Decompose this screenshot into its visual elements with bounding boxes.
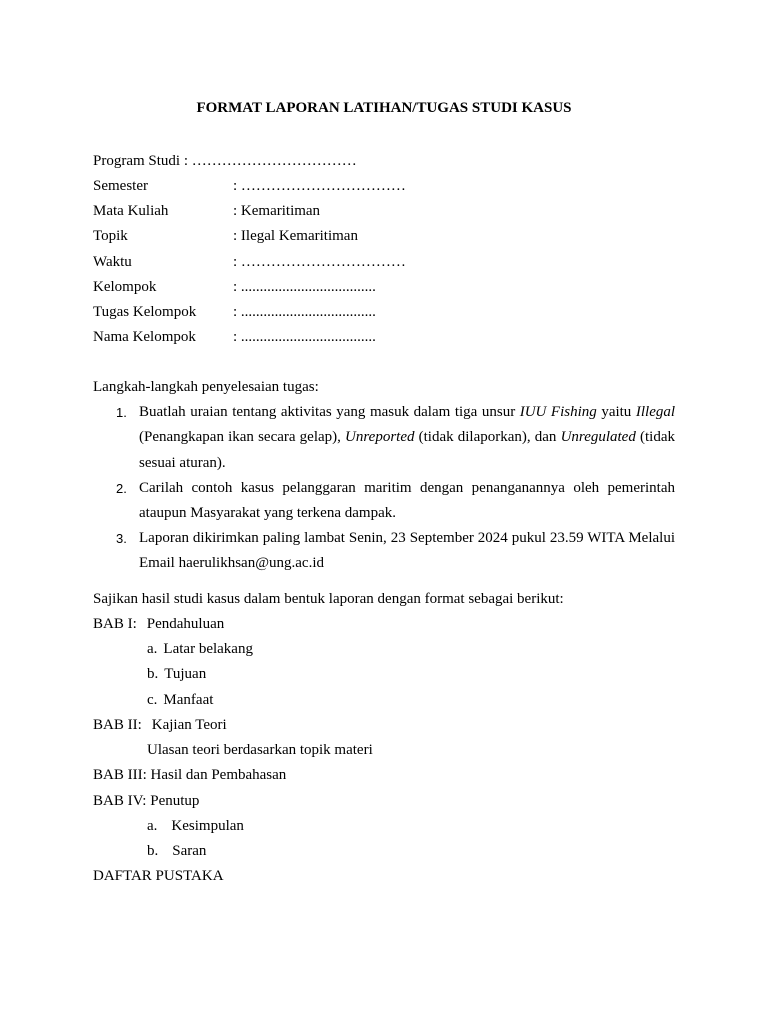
bab-3-heading: BAB III: Hasil dan Pembahasan [93, 767, 287, 783]
list-text: Latar belakang [163, 641, 253, 657]
bab-label: BAB I: [93, 616, 137, 632]
field-value: .................................... [240, 304, 376, 320]
step-text: Carilah contoh kasus pelanggaran maritim dengan penanganannya oleh pemerintah ataupun Masyarakat yang terkena dampak. [139, 480, 675, 522]
field-value-wrap [233, 278, 376, 296]
step-text-italic: IUU Fishing [519, 404, 597, 420]
field-value: Kemaritiman [240, 203, 321, 219]
bab-title: Kajian Teori [151, 717, 227, 733]
list-item [147, 640, 253, 658]
field-value: …………………………… [240, 178, 406, 194]
daftar-pustaka-heading: DAFTAR PUSTAKA [93, 868, 224, 884]
field-value-wrap [233, 227, 358, 245]
bab-1-heading [93, 615, 224, 633]
list-marker: b. [147, 666, 159, 682]
step-text-part: (Penangkapan ikan secara gelap), [139, 429, 346, 446]
field-value: …………………………… [191, 153, 357, 169]
step-number: 1. [116, 405, 127, 420]
field-separator: : [233, 304, 241, 320]
step-text-part: Buatlah uraian tentang aktivitas yang masuk dalam tiga unsur [139, 404, 520, 420]
list-text: Kesimpulan [171, 818, 244, 834]
list-marker: b. [147, 843, 159, 859]
bab-2-description: Ulasan teori berdasarkan topik materi [147, 742, 373, 758]
bab-4-heading: BAB IV: Penutup [93, 793, 200, 809]
step-number: 2. [116, 481, 127, 496]
field-label: Tugas Kelompok [93, 304, 197, 320]
field-value: .................................... [240, 279, 376, 295]
steps-heading: Langkah-langkah penyelesaian tugas: [93, 379, 319, 395]
step-text: Laporan dikirimkan paling lambat Senin, 23 September 2024 pukul 23.59 WITA Melalui Email haerulikhsan@ung.ac.id [139, 530, 675, 572]
field-separator: : [233, 329, 241, 345]
field-value: .................................... [240, 329, 376, 345]
field-value-wrap [233, 202, 320, 220]
step-text-italic: Unreported [345, 429, 415, 446]
bab-label: BAB II: [93, 717, 142, 733]
field-separator: : [233, 203, 241, 219]
field-program-studi [93, 152, 357, 170]
field-label: Mata Kuliah [93, 203, 169, 219]
field-separator: : [233, 178, 241, 194]
step-text-part: (tidak sesuai aturan). [139, 429, 675, 471]
field-label: Program Studi [93, 153, 181, 169]
step-text-italic: Unregulated [560, 429, 636, 446]
document-title: FORMAT LAPORAN LATIHAN/TUGAS STUDI KASUS [196, 100, 572, 116]
step-number: 3. [116, 531, 127, 546]
step-text-part: yaitu [596, 404, 636, 420]
list-item [147, 665, 206, 683]
format-heading: Sajikan hasil studi kasus dalam bentuk laporan dengan format sebagai berikut: [93, 591, 564, 607]
field-value: …………………………… [240, 254, 406, 270]
list-marker: a. [147, 818, 158, 834]
list-item [147, 842, 206, 860]
step-text [139, 400, 675, 476]
field-value-wrap [233, 303, 376, 321]
field-value: Ilegal Kemaritiman [240, 228, 358, 244]
field-label: Waktu [93, 254, 132, 270]
field-separator: : [233, 228, 241, 244]
field-separator: : [233, 254, 241, 270]
field-separator: : [233, 279, 241, 295]
field-value-wrap [233, 328, 376, 346]
list-item [147, 691, 213, 709]
list-marker: c. [147, 692, 158, 708]
list-marker: a. [147, 641, 158, 657]
field-label: Kelompok [93, 279, 157, 295]
field-value-wrap [233, 177, 406, 195]
field-separator: : [180, 153, 192, 169]
list-item [147, 817, 244, 835]
step-text-italic: Illegal [635, 404, 676, 420]
list-text: Saran [172, 843, 207, 859]
step-text-part: (tidak dilaporkan), dan [414, 429, 561, 446]
field-label: Semester [93, 178, 148, 194]
field-value-wrap [233, 253, 406, 271]
list-text: Tujuan [164, 666, 207, 682]
bab-2-heading [93, 716, 227, 734]
list-text: Manfaat [163, 692, 214, 708]
field-label: Nama Kelompok [93, 329, 196, 345]
bab-title: Pendahuluan [146, 616, 225, 632]
field-label: Topik [93, 228, 128, 244]
